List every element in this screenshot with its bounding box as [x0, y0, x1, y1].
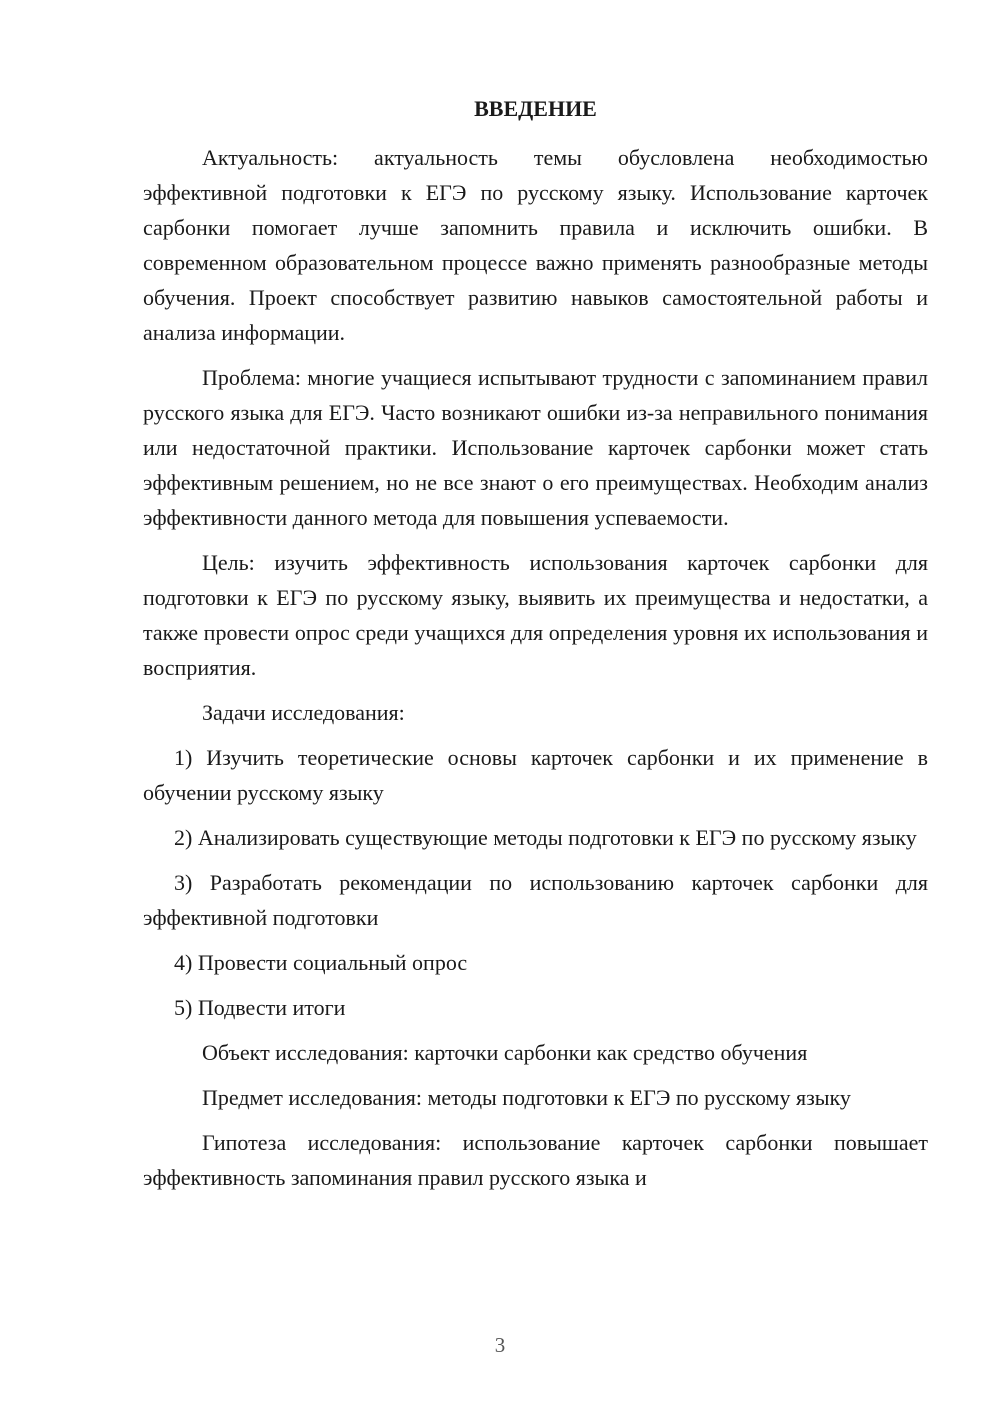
task-item-5: 5) Подвести итоги — [174, 995, 346, 1020]
paragraph-goal: Цель: изучить эффективность использования карточек сарбонки для подготовки к ЕГЭ по русскому языку, выявить их преимущества и недостатки, а также провести опрос среди учащихся для определения уровня их использования и восприятия. — [143, 550, 928, 680]
page-number: 3 — [494, 1333, 506, 1357]
paragraph-relevance: Актуальность: актуальность темы обусловлена необходимостью эффективной подготовки к ЕГЭ по русскому языку. Использование карточек сарбонки помогает лучше запомнить правила и исключить ошибки. В современном образовательном процессе важно применять разнообразные методы обучения. Проект способствует развитию навыков самостоятельной работы и анализа информации. — [143, 145, 928, 345]
task-item-4: 4) Провести социальный опрос — [174, 950, 468, 975]
document-page — [143, 94, 928, 1195]
task-item-2: 2) Анализировать существующие методы подготовки к ЕГЭ по русскому языку — [174, 825, 917, 850]
paragraph-hypothesis: Гипотеза исследования: использование карточек сарбонки повышает эффективность запоминания правил русского языка и — [143, 1130, 928, 1190]
task-item-1: 1) Изучить теоретические основы карточек сарбонки и их применение в обучении русскому языку — [143, 745, 928, 805]
paragraph-object: Объект исследования: карточки сарбонки как средство обучения — [202, 1040, 808, 1065]
task-item-3: 3) Разработать рекомендации по использованию карточек сарбонки для эффективной подготовки — [143, 870, 928, 930]
tasks-heading: Задачи исследования: — [202, 700, 405, 725]
section-title: ВВЕДЕНИЕ — [474, 96, 597, 121]
paragraph-subject: Предмет исследования: методы подготовки к ЕГЭ по русскому языку — [202, 1085, 851, 1110]
paragraph-problem: Проблема: многие учащиеся испытывают трудности с запоминанием правил русского языка для ЕГЭ. Часто возникают ошибки из-за неправильного понимания или недостаточной практики. Использование карточек сарбонки может стать эффективным решением, но не все знают о его преимуществах. Необходим анализ эффективности данного метода для повышения успеваемости. — [143, 365, 928, 530]
